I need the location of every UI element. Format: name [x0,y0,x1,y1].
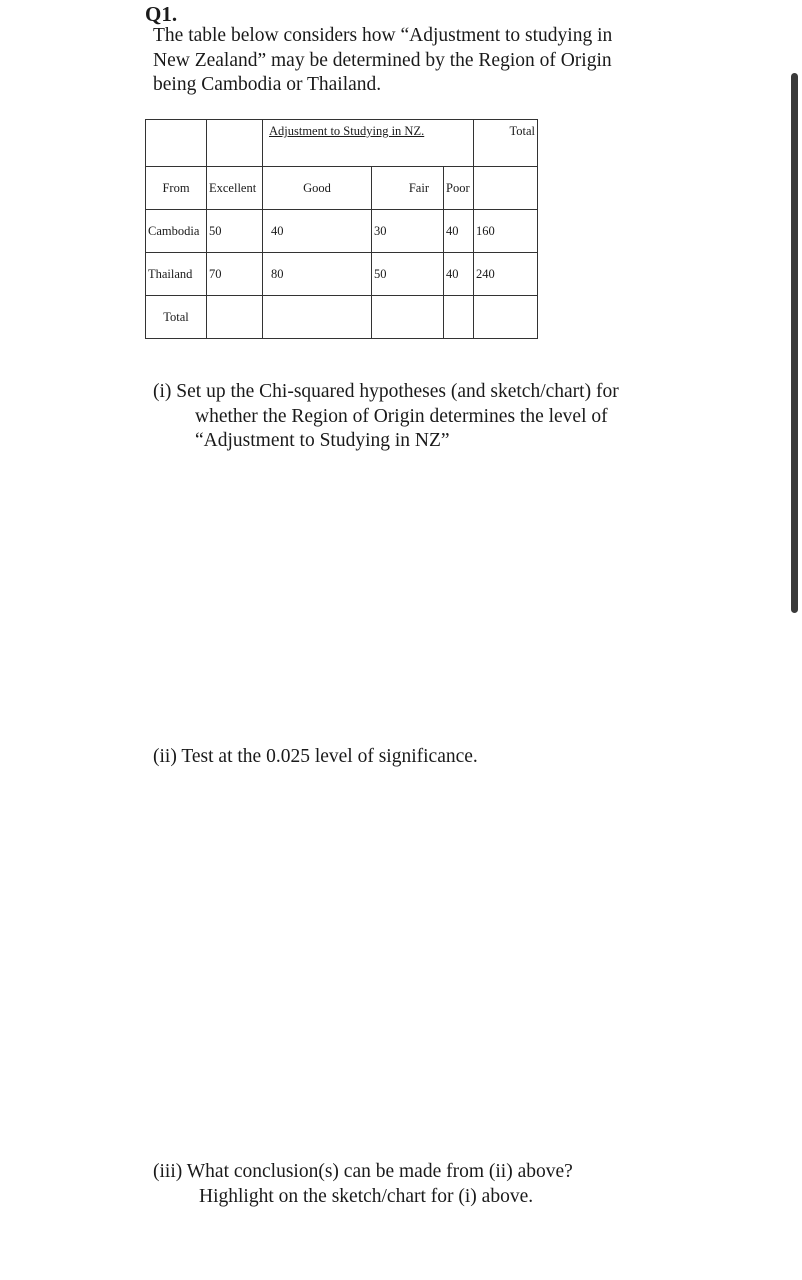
cell-total: 160 [474,210,538,253]
table-row [146,210,538,253]
table-row [146,296,538,339]
column-header-poor: Poor [444,167,474,210]
cell-poor: 40 [444,253,474,296]
column-header-blank [474,167,538,210]
column-header-fair: Fair [372,167,444,210]
part-i [153,380,673,454]
table-cell [146,120,207,167]
table-caption [263,120,474,167]
cell-fair: 30 [372,210,444,253]
question-number: Q1. [145,2,178,26]
cell-fair: 50 [372,253,444,296]
part-i-line: (i) Set up the Chi-squared hypotheses (and sketch/chart) for [153,381,619,402]
row-label: Cambodia [146,210,207,253]
table-header-row [146,167,538,210]
question-intro [153,24,713,98]
data-table [145,119,538,339]
part-iii-line: Highlight on the sketch/chart for (i) above. [199,1185,534,1207]
column-header-excellent: Excellent [207,167,263,210]
total-column-header: Total [474,120,538,167]
row-label: Thailand [146,253,207,296]
cell-good: 40 [263,210,372,253]
intro-line: being Cambodia or Thailand. [153,74,382,95]
part-i-line: whether the Region of Origin determines the level of [195,405,608,427]
cell-total [474,296,538,339]
part-ii: (ii) Test at the 0.025 level of significance. [153,746,478,767]
part-iii-line: (iii) What conclusion(s) can be made from (ii) above? [153,1161,573,1182]
row-label: Total [146,296,207,339]
part-i-line: “Adjustment to Studying in NZ” [195,430,450,451]
table-cell [207,120,263,167]
table-row [146,253,538,296]
cell-fair [372,296,444,339]
part-iii [153,1160,673,1209]
table-caption-text: Adjustment to Studying in NZ. [269,124,425,138]
cell-total: 240 [474,253,538,296]
column-header-from: From [146,167,207,210]
cell-excellent: 50 [207,210,263,253]
intro-line: The table below considers how “Adjustment to studying in [153,25,613,46]
table-caption-row [146,120,538,167]
cell-good [263,296,372,339]
cell-excellent [207,296,263,339]
cell-excellent: 70 [207,253,263,296]
column-header-good: Good [263,167,372,210]
cell-poor [444,296,474,339]
cell-good: 80 [263,253,372,296]
scrollbar-thumb[interactable] [791,73,798,613]
cell-poor: 40 [444,210,474,253]
intro-line: New Zealand” may be determined by the Region of Origin [153,49,612,71]
